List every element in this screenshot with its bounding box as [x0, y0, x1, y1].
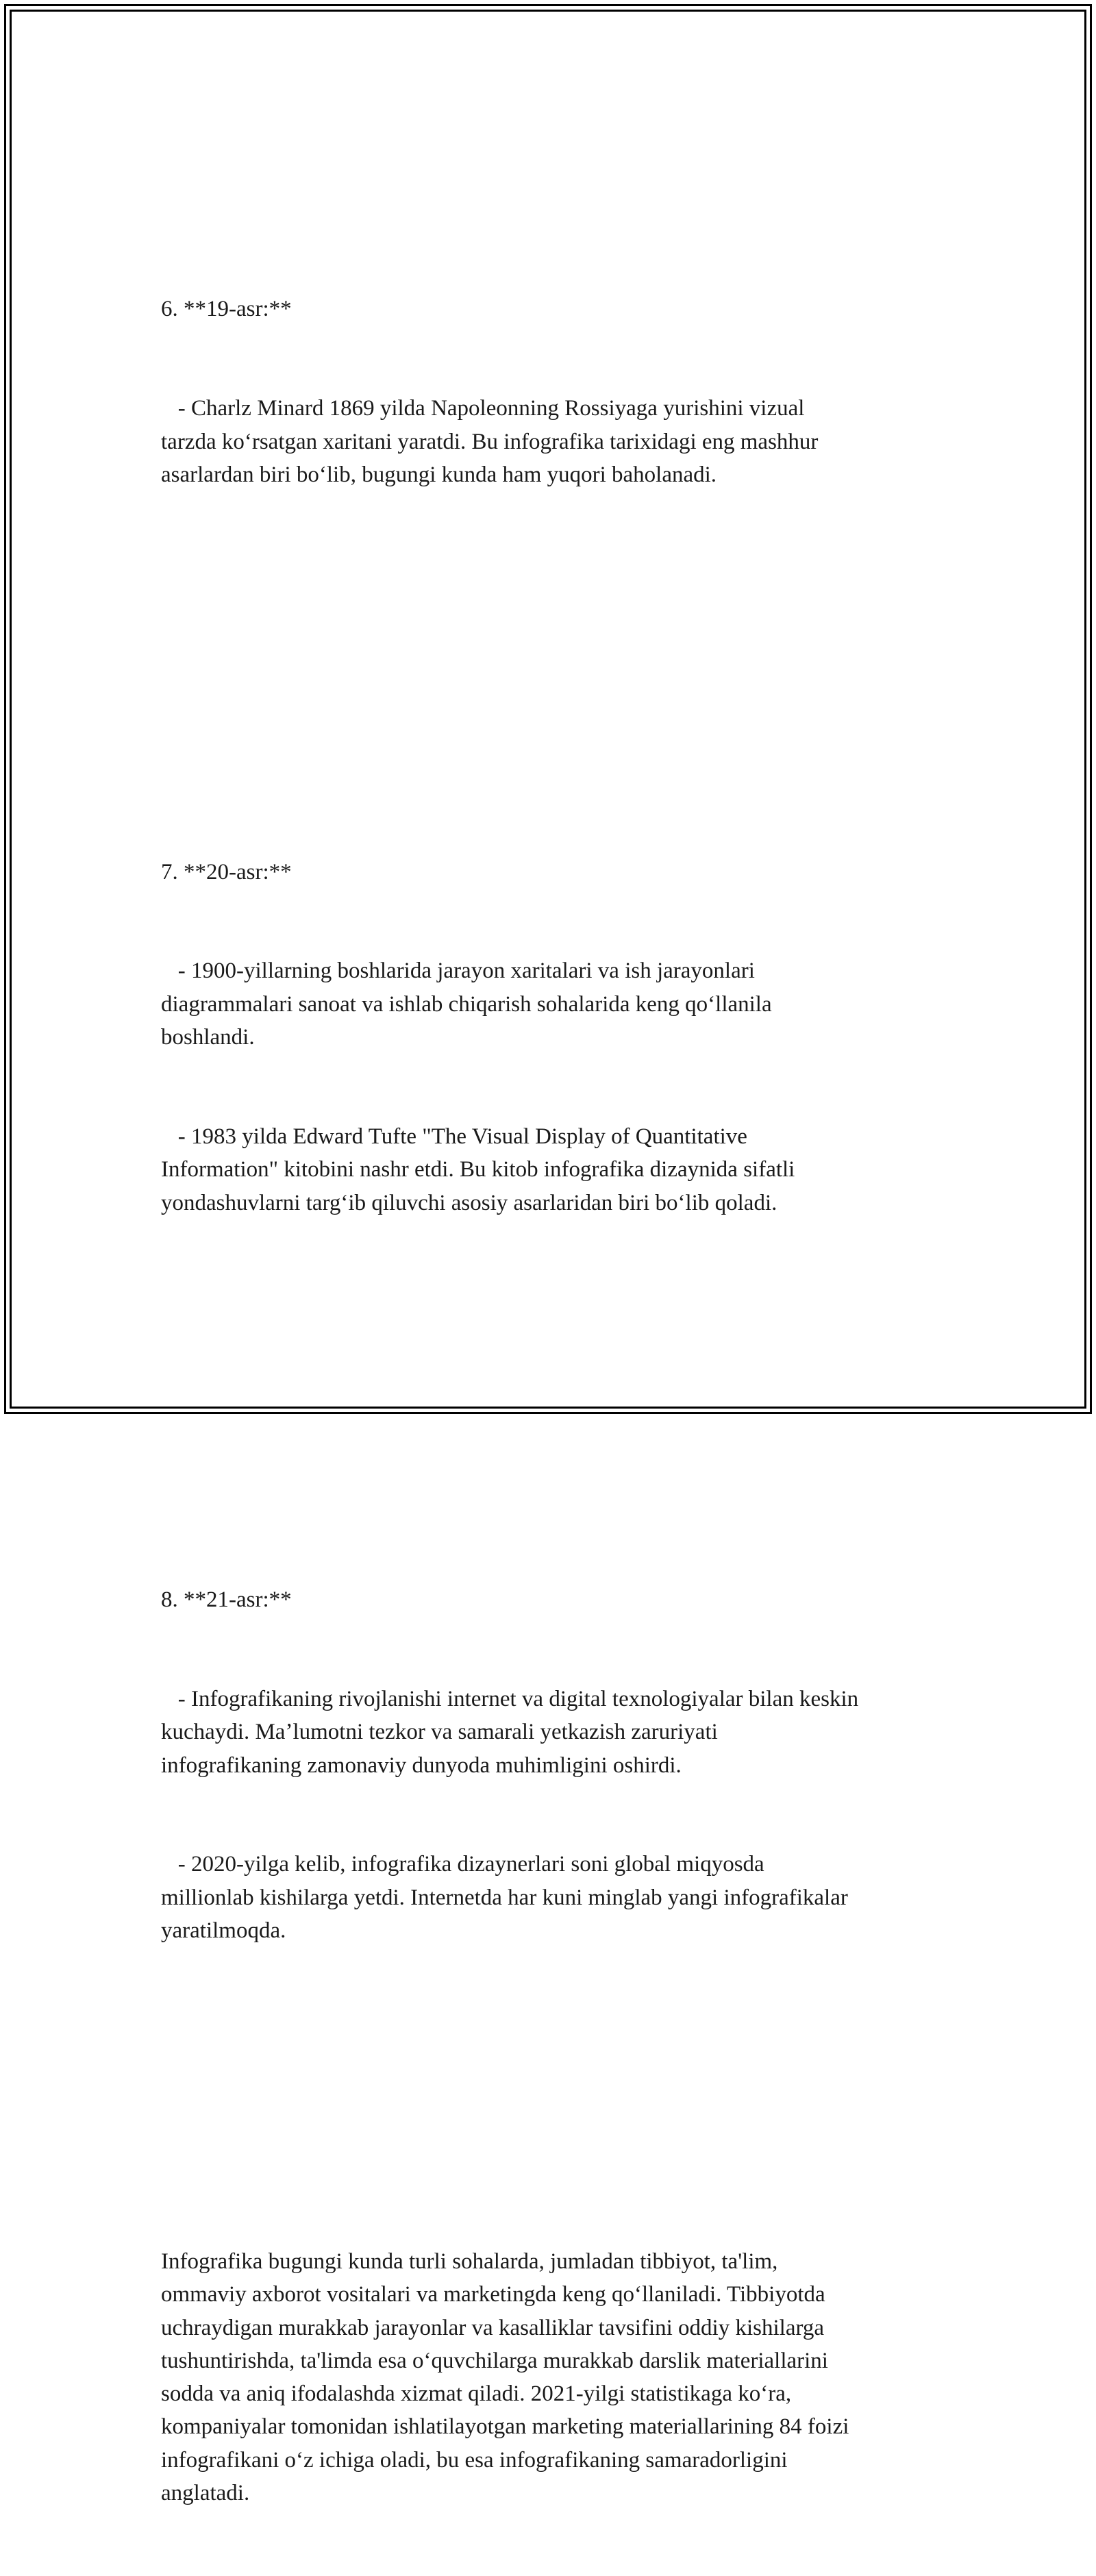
- section-19th-century: [161, 227, 949, 558]
- section-item: - Charlz Minard 1869 yilda Napoleonning Rossiyaga yurishini vizual tarzda koʻrsatgan xaritani yaratdi. Bu infografika tarixidagi eng mashhur asarlardan biri boʻlib, bugungi kunda ham yuqori baholanadi.: [161, 396, 819, 487]
- section-heading: 8. **21-asr:**: [161, 1587, 292, 1613]
- document-body: [161, 127, 949, 2576]
- section-heading: 6. **19-asr:**: [161, 297, 292, 322]
- section-item: - 1900-yillarning boshlarida jarayon xaritalari va ish jarayonlari diagrammalari sanoat va ishlab chiqarish sohalarida keng qoʻllanila boshlandi.: [161, 958, 772, 1050]
- section-21st-century: [161, 1517, 949, 2013]
- paragraph-gap: [161, 657, 949, 690]
- paragraph-gap: [161, 1385, 949, 1417]
- conclusion-paragraph: Infografika bugungi kunda turli sohalarda, jumladan tibbiyot, ta'lim, ommaviy axborot vositalari va marketingda keng qoʻllaniladi. Tibbiyotda uchraydigan murakkab jarayonlar va kasalliklar tavsifini oddiy kishilarga tushuntirishda, ta'limda esa oʻquvchilarga murakkab darslik materiallarini sodda va aniq ifodalashda xizmat qiladi. 2021-yilgi statistikaga koʻra, kompaniyalar tomonidan ishlatilayotgan marketing materiallarining 84 foizi infografikani oʻz ichiga oladi, bu esa infografikaning samaradorligini anglatadi.: [161, 2249, 849, 2506]
- section-item: - 2020-yilga kelib, infografika dizaynerlari soni global miqyosda millionlab kishilarga yetdi. Internetda har kuni minglab yangi infografikalar yaratilmoqda.: [161, 1852, 848, 1944]
- section-heading: 7. **20-asr:**: [161, 859, 292, 884]
- section-item: - Infografikaning rivojlanishi internet va digital texnologiyalar bilan keskin kuchaydi. Maʼlumotni tezkor va samarali yetkazish zaruriyati infografikaning zamonaviy dunyoda muhimligini oshirdi.: [161, 1686, 859, 1778]
- section-item: - 1983 yilda Edward Tufte "The Visual Display of Quantitative Information" kitobini nashr etdi. Bu kitob infografika dizaynida sifatli yondashuvlarni targʻib qiluvchi asosiy asarlaridan biri boʻlib qoladi.: [161, 1124, 795, 1215]
- section-20th-century: [161, 789, 949, 1285]
- paragraph-gap: [161, 2113, 949, 2146]
